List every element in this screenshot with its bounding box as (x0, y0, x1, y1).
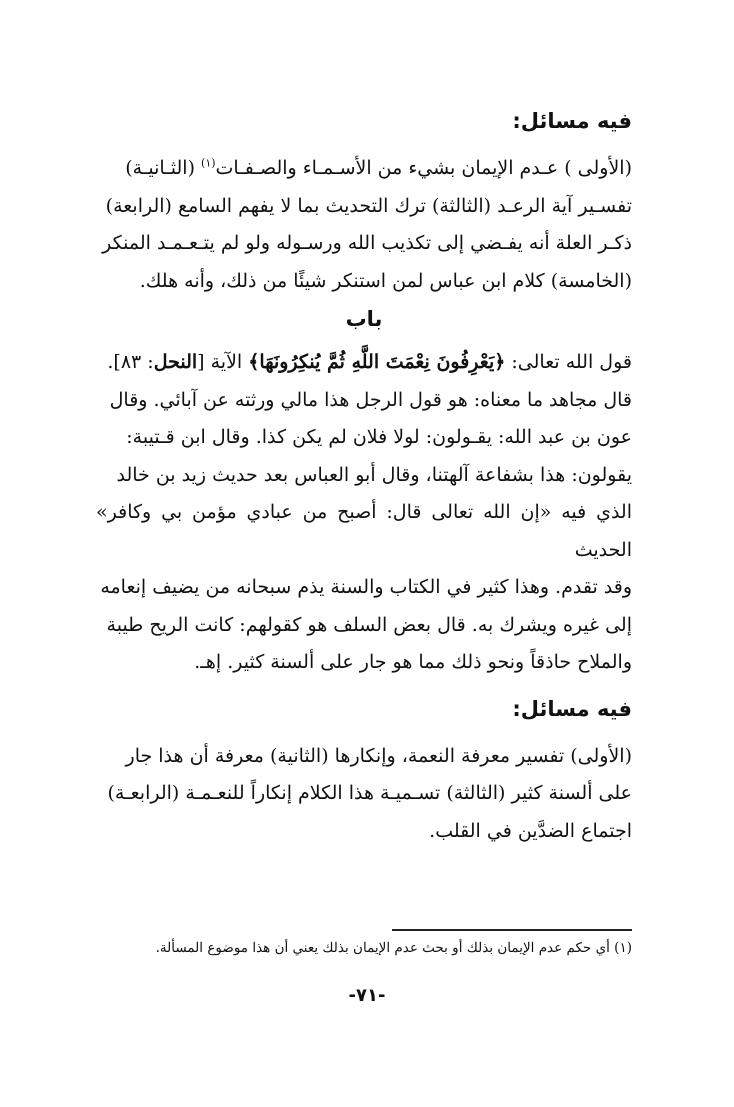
text-line: قال مجاهد ما معناه: هو قول الرجل هذا مالي ورثته عن آبائي. وقال (109, 388, 632, 411)
text-line: يقولون: هذا بشفاعة آلهتنا، وقال أبو العباس بعد حديث زيد بن خالد (116, 463, 632, 486)
text-line (96, 344, 632, 382)
issues-2-paragraph (96, 738, 632, 851)
text-segment: الآية [ (197, 351, 249, 373)
text-line: الذي فيه «إن الله تعالى قال: أصبح من عبادي مؤمن بي وكافر» الحديث (96, 501, 632, 561)
text-line: اجتماع الضدَّين في القلب. (429, 819, 632, 842)
text-segment: قول الله تعالى: (505, 351, 632, 373)
page-number: -٧١- (348, 985, 386, 1006)
text-line: (الأولى) تفسير معرفة النعمة، وإنكارها (الثانية) معرفة أن هذا جار (125, 744, 632, 767)
footnote-divider (392, 929, 632, 931)
quran-verse: ﴿يَعْرِفُونَ نِعْمَتَ اللَّهِ ثُمَّ يُنكِرُونَهَا﴾ (248, 351, 506, 373)
section-heading-issues-2: فيه مسائل: (512, 696, 632, 721)
text-segment: (الأولى ) عـدم الإيمان بشيء من الأسـمـاء والصـفـات (215, 157, 632, 179)
footnote: (١) أي حكم عدم الإيمان بذلك أو بحث عدم الإيمان بذلك يعني أن هذا موضوع المسألة. (155, 940, 632, 956)
section-heading-issues-1: فيه مسائل: (512, 109, 632, 133)
page-body (96, 94, 632, 850)
text-line: على ألسنة كثير (الثالثة) تسـميـة هذا الكلام إنكاراً للنعـمـة (الرابعـة) (107, 782, 632, 804)
text-line (96, 150, 632, 188)
issues-1-paragraph (96, 150, 632, 300)
text-line: تفسـير آية الرعـد (الثالثة) ترك التحديث بما لا يفهم السامع (الرابعة) (105, 194, 632, 217)
surah-name: النحل (153, 351, 198, 373)
text-line: ذكـر العلة أنه يفـضي إلى تكذيب الله ورسـوله ولو لم يتـعـمـد المنكر (102, 232, 632, 254)
text-line: (الخامسة) كلام ابن عباس لمن استنكر شيئًا من ذلك، وأنه هلك. (139, 269, 632, 292)
text-line: والملاح حاذقاً ونحو ذلك مما هو جار على ألسنة كثير. إهـ. (194, 651, 632, 673)
text-line: عون بن عبد الله: يقـولون: لولا فلان لم يكن كذا. وقال ابن قـتيبة: (126, 426, 632, 448)
text-segment: : ٨٣]. (107, 351, 154, 373)
text-line: إلى غيره ويشرك به. قال بعض السلف هو كقولهم: كانت الريح طيبة (106, 613, 632, 636)
footnote-marker[interactable]: (١) (201, 156, 216, 170)
text-line: وقد تقدم. وهذا كثير في الكتاب والسنة يذم سبحانه من يضيف إنعامه (100, 576, 632, 598)
bab-paragraph (96, 344, 632, 682)
text-segment: (الثـانيـة) (125, 157, 202, 179)
chapter-heading-bab: باب (345, 307, 383, 331)
